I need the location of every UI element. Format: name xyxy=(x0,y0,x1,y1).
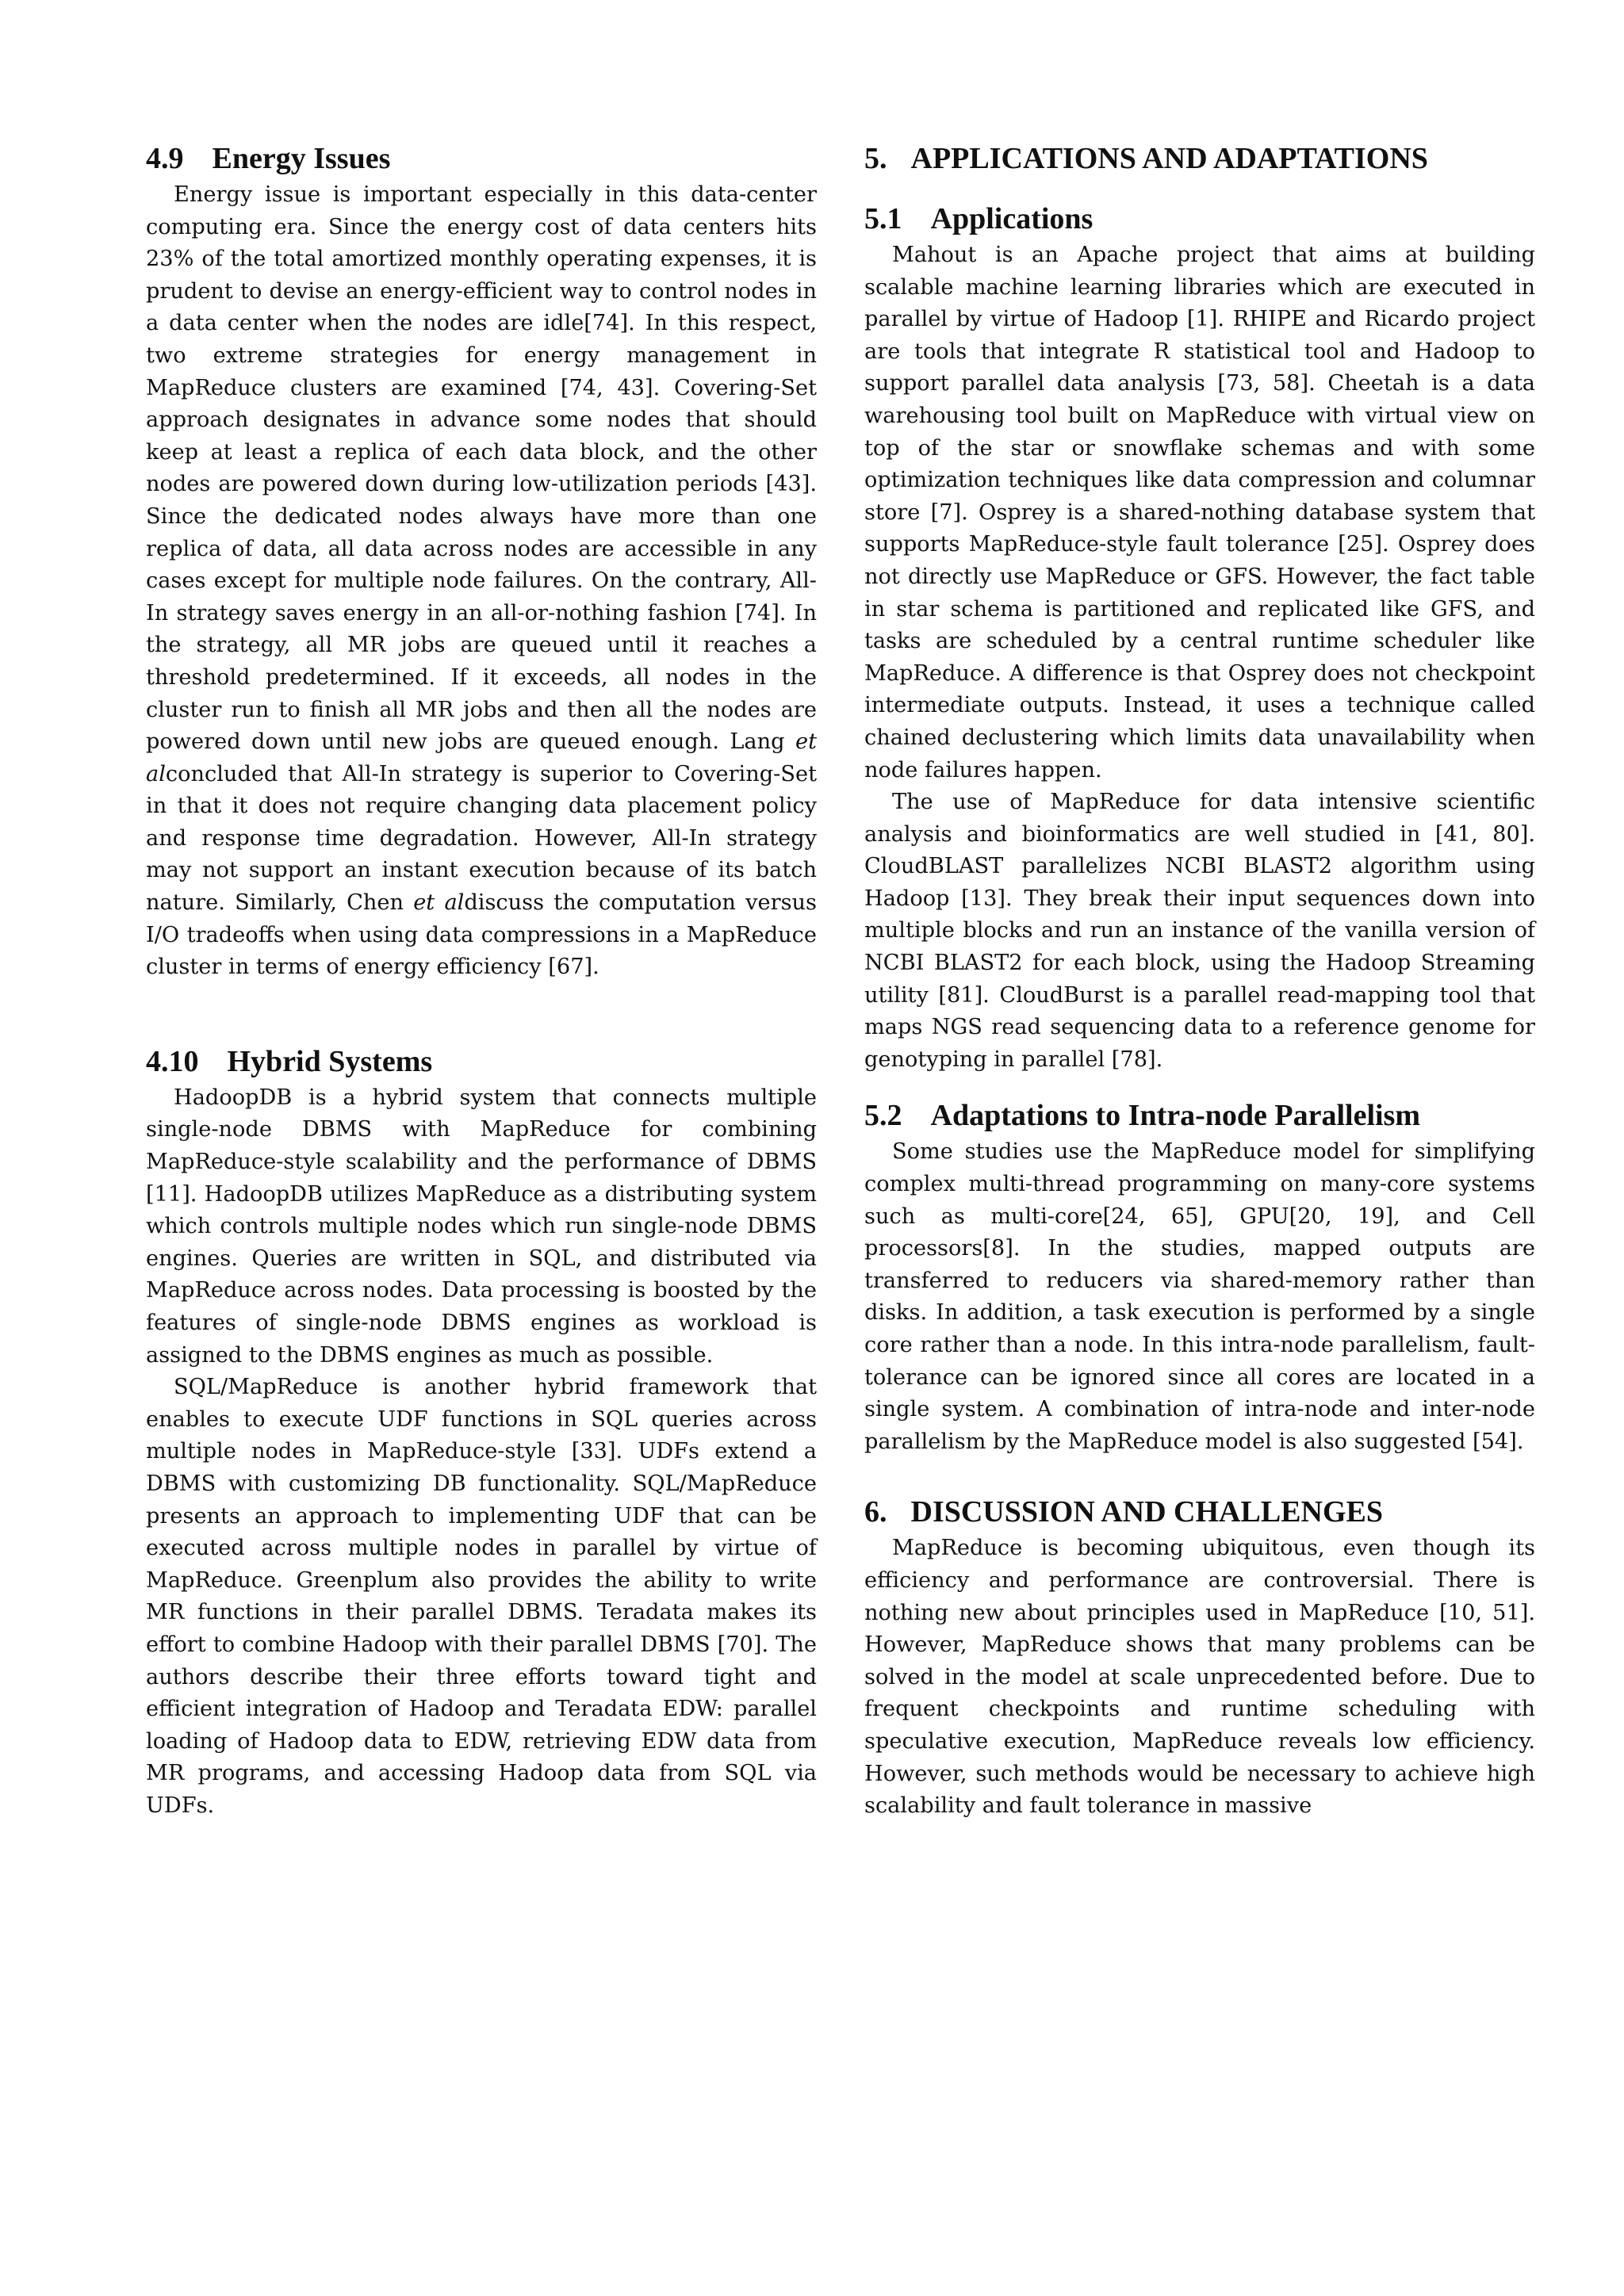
section-title-text: Adaptations to Intra-node Parallelism xyxy=(930,1099,1420,1133)
paragraph-applications-1: Mahout is an Apache project that aims at building scalable machine learning libraries which are executed in parallel by virtue of Hadoop [1]. RHIPE and Ricardo project are tools that integrate R statistical tool and Hadoop to support parallel data analysis [73, 58]. Cheetah is a data warehousing tool built on MapReduce with virtual view on top of the star or snowflake schemas and with some optimization techniques like data compression and columnar store [7]. Osprey is a shared-nothing database system that supports MapReduce-style fault tolerance [25]. Osprey does not directly use MapReduce or GFS. However, the fact table in star schema is partitioned and replicated like GFS, and tasks are scheduled by a central runtime scheduler like MapReduce. A difference is that Osprey does not checkpoint intermediate outputs. Instead, it uses a technique called chained declustering which limits data unavailability when node failures happen. xyxy=(864,243,1535,783)
section-heading-5-2 xyxy=(864,1096,1535,1135)
paragraph-discussion: MapReduce is becoming ubiquitous, even though its efficiency and performance are controversial. There is nothing new about principles used in MapReduce [10, 51]. However, MapReduce shows that many problems can be solved in the model at scale unprecedented before. Due to frequent checkpoints and runtime scheduling with speculative execution, MapReduce reveals low efficiency. However, such methods would be necessary to achieve high scalability and fault tolerance in massive xyxy=(864,1536,1535,1819)
section-heading-4-9 xyxy=(146,140,817,178)
paragraph-applications-2: The use of MapReduce for data intensive scientific analysis and bioinformatics are well studied in [41, 80]. CloudBLAST parallelizes NCBI BLAST2 algorithm using Hadoop [13]. They break their input sequences down into multiple blocks and run an instance of the vanilla version of NCBI BLAST2 for each block, using the Hadoop Streaming utility [81]. CloudBurst is a parallel read-mapping tool that maps NGS read sequencing data to a reference genome for genotyping in parallel [78]. xyxy=(864,790,1535,1072)
section-title-text: Applications xyxy=(930,202,1094,235)
section-title-text: DISCUSSION AND CHALLENGES xyxy=(910,1495,1383,1529)
section-heading-5 xyxy=(864,140,1535,178)
section-number: 5.2 xyxy=(864,1099,902,1133)
section-number: 4.10 xyxy=(146,1044,199,1078)
section-title-text: Energy Issues xyxy=(212,142,391,175)
section-number: 5.1 xyxy=(864,202,902,235)
paragraph-intra-node: Some studies use the MapReduce model for simplifying complex multi-thread programming on many-core systems such as multi-core[24, 65], GPU[20, 19], and Cell processors[8]. In the studies, mapped outputs are transferred to reducers via shared-memory rather than disks. In addition, a task execution is performed by a single core rather than a node. In this intra-node parallelism, fault-tolerance can be ignored since all cores are located in a single system. A combination of intra-node and inter-node parallelism by the MapReduce model is also suggested [54]. xyxy=(864,1139,1535,1454)
right-column xyxy=(864,140,1535,1823)
section-title-text: APPLICATIONS AND ADAPTATIONS xyxy=(910,142,1428,175)
paragraph-energy-issues: Energy issue is important especially in this data-center computing era. Since the energy cost of data centers hits 23% of the total amortized monthly operating expenses, it is prudent to devise an energy-efficient way to control nodes in a data center when the nodes are idle[74]. In this respect, two extreme strategies for energy management in MapReduce clusters are examined [74, 43]. Covering-Set approach designates in advance some nodes that should keep at least a replica of each data block, and the other nodes are powered down during low-utilization periods [43]. Since the dedicated nodes always have more than one replica of data, all data across nodes are accessible in any cases except for multiple node failures. On the contrary, All-In strategy saves energy in an all-or-nothing fashion [74]. In the strategy, all MR jobs are queued until it reaches a threshold predetermined. If it exceeds, all nodes in the cluster run to finish all MR jobs and then all the nodes are powered down until new jobs are queued enough. Lang et alconcluded that All-In strategy is superior to Covering-Set in that it does not require changing data placement policy and response time degradation. However, All-In strategy may not support an instant execution because of its batch nature. Similarly, Chen et aldiscuss the computation versus I/O tradeoffs when using data compressions in a MapReduce cluster in terms of energy efficiency [67]. xyxy=(146,182,817,980)
section-heading-4-10 xyxy=(146,1043,817,1081)
paragraph-hadoopdb: HadoopDB is a hybrid system that connects multiple single-node DBMS with MapReduce for combining MapReduce-style scalability and the performance of DBMS [11]. HadoopDB utilizes MapReduce as a distributing system which controls multiple nodes which run single-node DBMS engines. Queries are written in SQL, and distributed via MapReduce across nodes. Data processing is boosted by the features of single-node DBMS engines as workload is assigned to the DBMS engines as much as possible. xyxy=(146,1085,817,1368)
section-number: 5. xyxy=(864,142,887,175)
section-number: 4.9 xyxy=(146,142,184,175)
paragraph-sql-mapreduce: SQL/MapReduce is another hybrid framework that enables to execute UDF functions in SQL queries across multiple nodes in MapReduce-style [33]. UDFs extend a DBMS with customizing DB functionality. SQL/MapReduce presents an approach to implementing UDF that can be executed across multiple nodes in parallel by virtue of MapReduce. Greenplum also provides the ability to write MR functions in their parallel DBMS. Teradata makes its effort to combine Hadoop with their parallel DBMS [70]. The authors describe their three efforts toward tight and efficient integration of Hadoop and Teradata EDW: parallel loading of Hadoop data to EDW, retrieving EDW data from MR programs, and accessing Hadoop data from SQL via UDFs. xyxy=(146,1375,817,1818)
section-heading-6 xyxy=(864,1493,1535,1531)
left-column xyxy=(146,140,817,1823)
section-number: 6. xyxy=(864,1495,887,1529)
section-heading-5-1 xyxy=(864,200,1535,238)
section-title-text: Hybrid Systems xyxy=(227,1044,433,1078)
